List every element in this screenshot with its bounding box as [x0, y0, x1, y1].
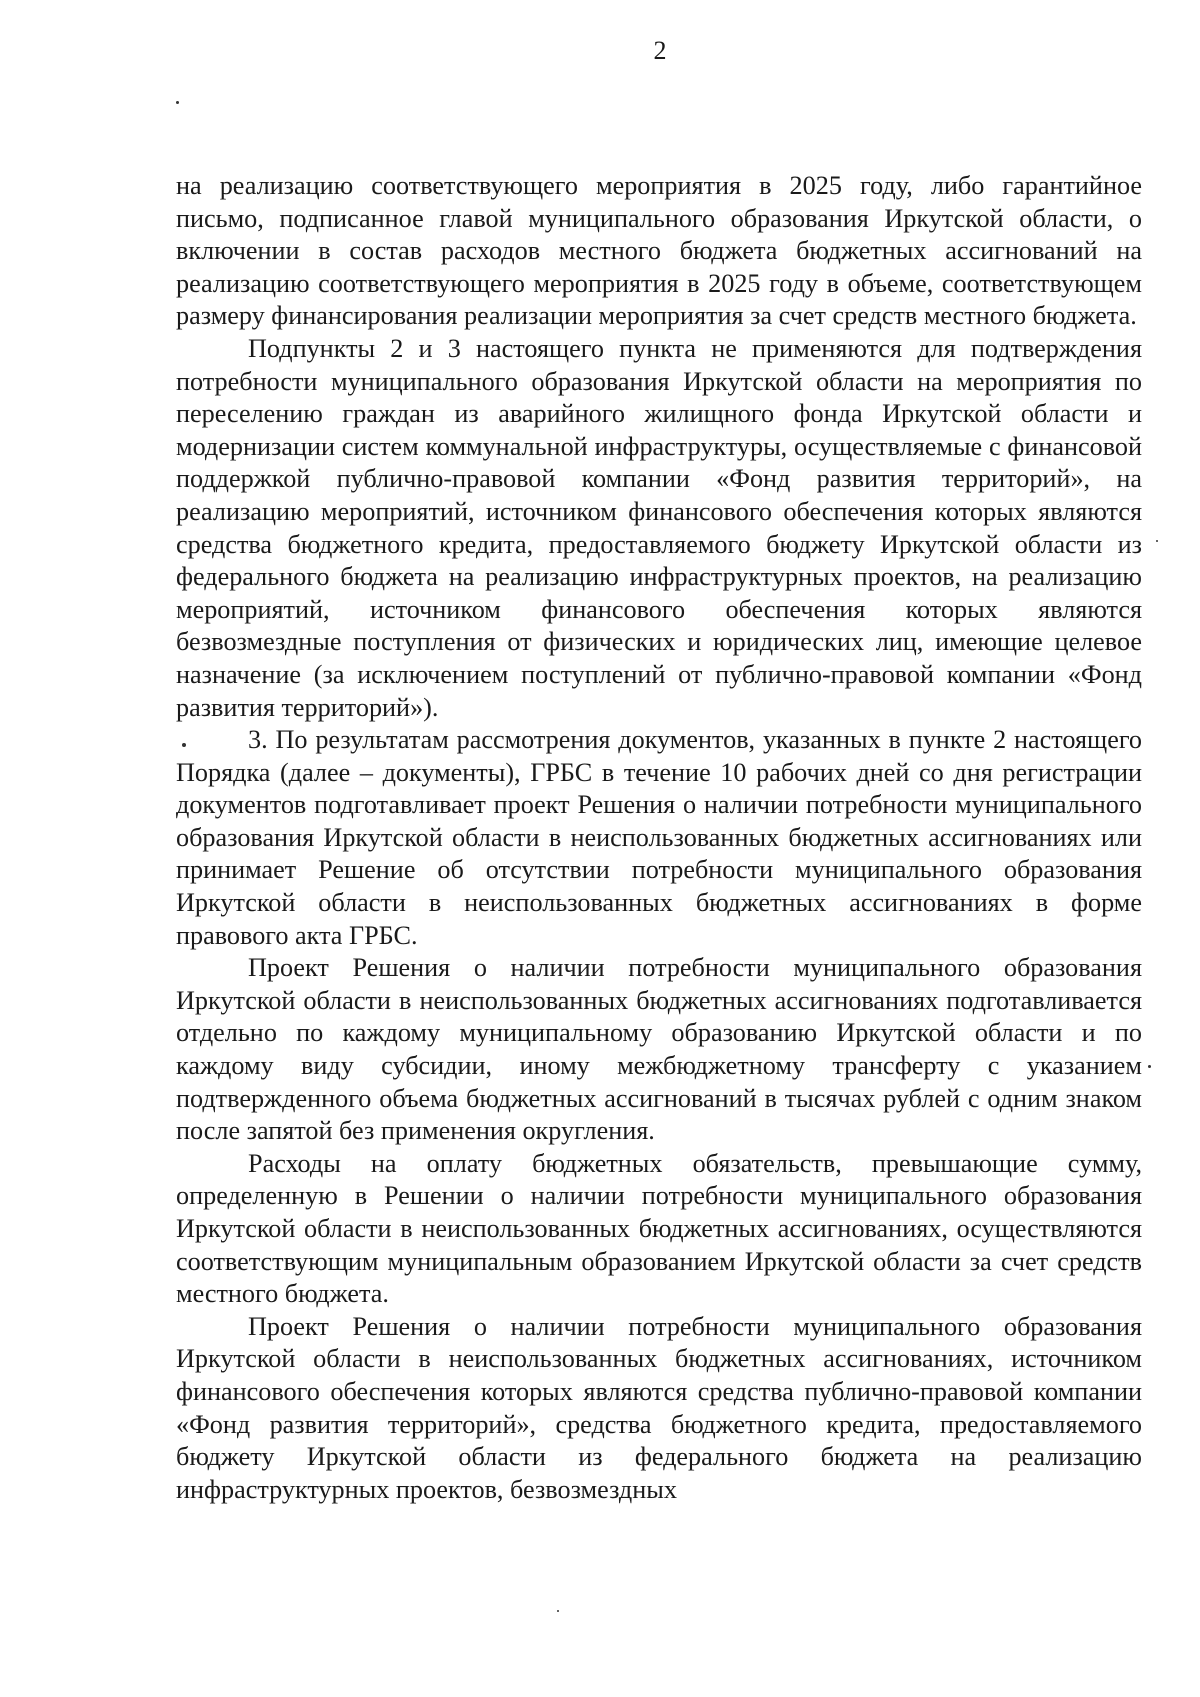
scan-speck	[557, 1610, 559, 1612]
scan-speck	[176, 101, 179, 104]
document-body	[176, 170, 1142, 1506]
scan-speck	[1148, 1065, 1151, 1068]
paragraph-expenses: Расходы на оплату бюджетных обязательств, превышающие сумму, определенную в Решении о наличии потребности муниципального образования Иркутской области в неиспользованных бюджетных ассигнованиях, осуществляются соответствующим муниципальным образованием Иркутской области за счет средств местного бюджета.	[176, 1148, 1142, 1309]
paragraph-subpoints-exception: Подпункты 2 и 3 настоящего пункта не применяются для подтверждения потребности муниципального образования Иркутской области на мероприятия по переселению граждан из аварийного жилищного фонда Иркутской области и модернизации систем коммунальной инфраструктуры, осуществляемые с финансовой поддержкой публично-правовой компании «Фонд развития территорий», на реализацию мероприятий, источником финансового обеспечения которых являются средства бюджетного кредита, предоставляемого бюджету Иркутской области из федерального бюджета на реализацию инфраструктурных проектов, на реализацию мероприятий, источником финансового обеспечения которых являются безвозмездные поступления от физических и юридических лиц, имеющие целевое назначение (за исключением поступлений от публично-правовой компании «Фонд развития территорий»).	[176, 333, 1142, 722]
page-number: 2	[653, 36, 667, 65]
paragraph-continuation: на реализацию соответствующего мероприятия в 2025 году, либо гарантийное письмо, подписанное главой муниципального образования Иркутской области, о включении в состав расходов местного бюджета бюджетных ассигнований на реализацию соответствующего мероприятия в 2025 году в объеме, соответствующем размеру финансирования реализации мероприятия за счет средств местного бюджета.	[176, 171, 1142, 331]
paragraph-draft-decision-funding: Проект Решения о наличии потребности муниципального образования Иркутской области в неиспользованных бюджетных ассигнованиях, источником финансового обеспечения которых являются средства публично-правовой компании «Фонд развития территорий», средства бюджетного кредита, предоставляемого бюджету Иркутской области из федерального бюджета на реализацию инфраструктурных проектов, безвозмездных	[176, 1311, 1142, 1504]
scan-speck	[182, 743, 186, 747]
paragraph-point-3: 3. По результатам рассмотрения документов, указанных в пункте 2 настоящего Порядка (далее – документы), ГРБС в течение 10 рабочих дней со дня регистрации документов подготавливает проект Решения о наличии потребности муниципального образования Иркутской области в неиспользованных бюджетных ассигнованиях или принимает Решение об отсутствии потребности муниципального образования Иркутской области в неиспользованных бюджетных ассигнованиях в форме правового акта ГРБС.	[176, 725, 1142, 950]
scan-speck	[1156, 540, 1158, 542]
paragraph-draft-decision: Проект Решения о наличии потребности муниципального образования Иркутской области в неиспользованных бюджетных ассигнованиях подготавливается отдельно по каждому муниципальному образованию Иркутской области и по каждому виду субсидии, иному межбюджетному трансферту с указанием подтвержденного объема бюджетных ассигнований в тысячах рублей с одним знаком после запятой без применения округления.	[176, 953, 1142, 1146]
